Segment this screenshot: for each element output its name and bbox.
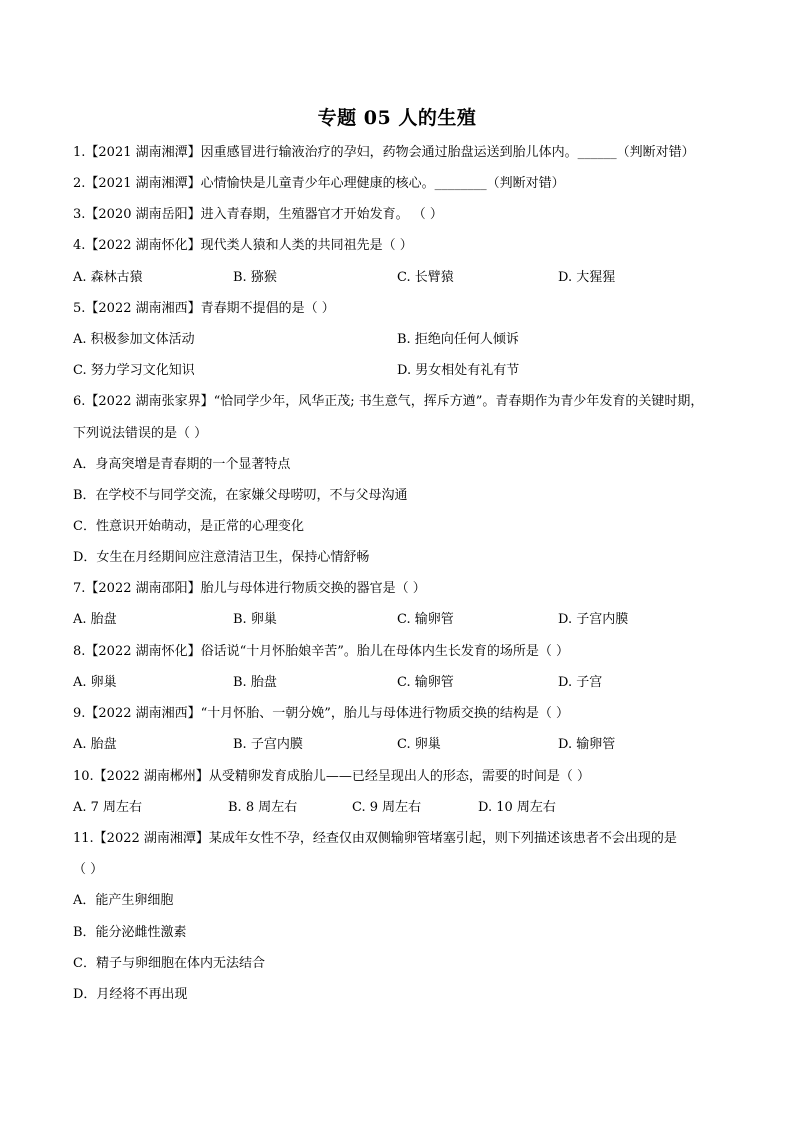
question-1: 1.【2021 湖南湘潭】因重感冒进行输液治疗的孕妇，药物会通过胎盘运送到胎儿体内。______（判断对错） [73,145,695,160]
q9-option-a: A. 胎盘 [73,737,117,752]
question-7-stem: 7.【2022 湖南邵阳】胎儿与母体进行物质交换的器官是（ ） [73,581,426,596]
q11-option-c: C．精子与卵细胞在体内无法结合 [73,956,265,971]
q10-option-a: A. 7 周左右 [73,800,143,815]
q7-option-b: B. 卵巢 [233,612,277,627]
q9-option-c: C. 卵巢 [397,737,441,752]
q8-option-c: C. 输卵管 [397,675,454,690]
question-11-stem-line1: 11.【2022 湖南湘潭】某成年女性不孕，经查仅由双侧输卵管堵塞引起，则下列描述该患者不会出现的是 [73,831,677,846]
q5-option-d: D. 男女相处有礼有节 [397,363,520,378]
q7-option-d: D. 子宫内膜 [558,612,629,627]
q4-option-b: B. 猕猴 [233,270,277,285]
question-6-stem-line2: 下列说法错误的是（ ） [73,426,208,441]
q10-option-c: C. 9 周左右 [352,800,422,815]
q6-option-d: D．女生在月经期间应注意清洁卫生，保持心情舒畅 [73,550,370,565]
q11-option-b: B．能分泌雌性激素 [73,925,187,940]
question-8-stem: 8.【2022 湖南怀化】俗话说“十月怀胎娘辛苦”。胎儿在母体内生长发育的场所是（ ） [73,644,570,659]
question-10-stem: 10.【2022 湖南郴州】从受精卵发育成胎儿——已经呈现出人的形态，需要的时间是（ ） [73,769,591,784]
q11-option-a: A．能产生卵细胞 [73,893,174,908]
q6-option-c: C．性意识开始萌动，是正常的心理变化 [73,519,304,534]
question-6-stem-line1: 6.【2022 湖南张家界】“恰同学少年，风华正茂; 书生意气，挥斥方遒”。青春期作为青少年发育的关键时期， [73,394,704,409]
q11-option-d: D．月经将不再出现 [73,987,188,1002]
q5-option-a: A. 积极参加文体活动 [73,332,195,347]
q10-option-d: D. 10 周左右 [478,800,556,815]
question-4-stem: 4.【2022 湖南怀化】现代类人猿和人类的共同祖先是（ ） [73,238,413,253]
q6-option-b: B．在学校不与同学交流，在家嫌父母唠叨，不与父母沟通 [73,488,408,503]
q5-option-b: B. 拒绝向任何人倾诉 [397,332,519,347]
page-title: 专题 05 人的生殖 [317,107,477,129]
q4-option-a: A. 森林古猿 [73,270,143,285]
question-5-stem: 5.【2022 湖南湘西】青春期不提倡的是（ ） [73,301,335,316]
q4-option-d: D. 大猩猩 [558,270,616,285]
q9-option-d: D. 输卵管 [558,737,616,752]
question-3: 3.【2020 湖南岳阳】进入青春期，生殖器官才开始发育。 （ ） [73,207,443,222]
question-11-stem-line2: （ ） [73,862,104,877]
q5-option-c: C. 努力学习文化知识 [73,363,195,378]
q6-option-a: A．身高突增是青春期的一个显著特点 [73,457,291,472]
question-2: 2.【2021 湖南湘潭】心情愉快是儿童青少年心理健康的核心。________（判断对错） [73,176,565,191]
q9-option-b: B. 子宫内膜 [233,737,303,752]
q8-option-d: D. 子宫 [558,675,603,690]
q4-option-c: C. 长臂猿 [397,270,454,285]
q7-option-c: C. 输卵管 [397,612,454,627]
question-9-stem: 9.【2022 湖南湘西】“十月怀胎、一朝分娩”，胎儿与母体进行物质交换的结构是（ ） [73,706,570,721]
q8-option-b: B. 胎盘 [233,675,277,690]
q7-option-a: A. 胎盘 [73,612,117,627]
q10-option-b: B. 8 周左右 [228,800,298,815]
q8-option-a: A. 卵巢 [73,675,117,690]
